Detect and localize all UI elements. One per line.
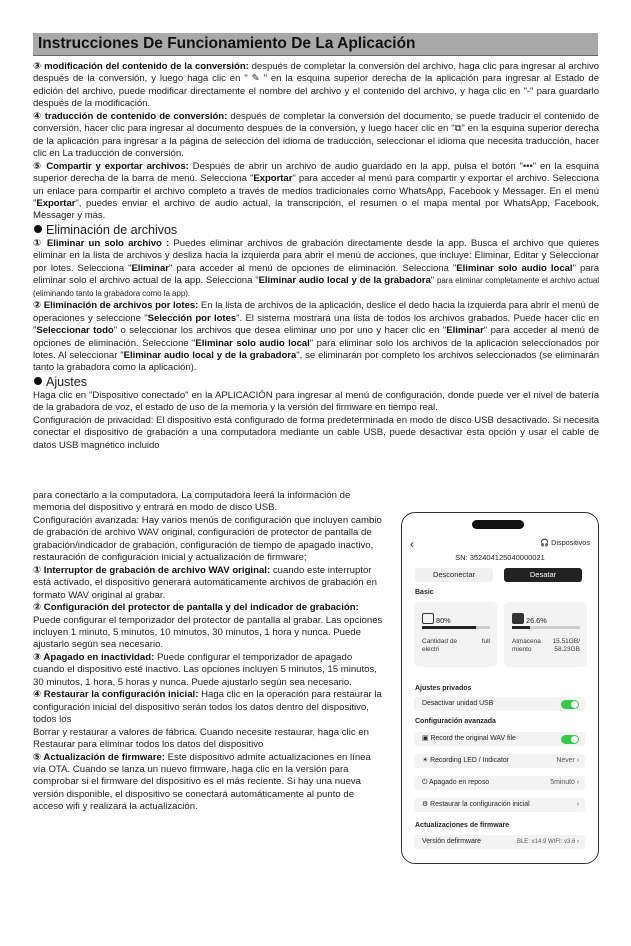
para-settings-2: Configuración de privacidad: El dispositivo está configurado de forma predeterminada en modo de disco USB desactivado. Si necesita conectar el dispositivo de grabación a una computadora mediante un cable USB, puede desactivar esta opción y usar el cable de datos USB magnético incluido: [33, 414, 599, 451]
section-settings: [33, 375, 599, 390]
del-single-b1: Eliminar: [131, 262, 169, 274]
item-screensaver: [33, 602, 385, 652]
section-settings-title: Ajustes: [46, 374, 87, 389]
unlink-button[interactable]: Desatar: [504, 568, 582, 582]
usb-disable-row[interactable]: [414, 697, 585, 711]
section-header: [33, 33, 598, 56]
del-single-t3: " para eliminar solo el archivo actual de la app. Selecciona ": [33, 262, 599, 287]
usb-disable-label: Desactivar unidad USB: [422, 700, 494, 707]
item-wav-lead: ① Interruptor de grabación de archivo WAV original:: [33, 564, 271, 576]
storage-value-text: 26.6%: [526, 616, 547, 625]
del-single-t2: " para acceder al menú de opciones de eliminación. Selecciona ": [168, 262, 457, 274]
battery-status: full: [481, 638, 490, 645]
phone-mockup: [401, 512, 599, 864]
del-batch-b1: Selección por lotes: [147, 312, 237, 324]
led-label-text: Recording LED / Indicator: [430, 757, 509, 764]
para-share-t3: ", puedes enviar el archivo de audio actual, la transcripción, el resumen o el mapa mental por WhatsApp, Facebook, Messager y más.: [33, 197, 599, 222]
item-wav-text: cuando este interruptor está activado, el dispositivo generará automáticamente archivos de grabación en formato WAV original al grabar.: [33, 564, 377, 601]
item-firmware-lead: ⑤ Actualización de firmware:: [33, 751, 165, 763]
wav-label: ▣ Record the original WAV file: [422, 735, 516, 742]
usb-disable-toggle[interactable]: [561, 700, 579, 709]
para-modify-lead: ③ modificación del contenido de la conversión:: [33, 61, 249, 72]
battery-value: [422, 613, 451, 625]
firmware-section-title: Actualizaciones de firmware: [415, 822, 510, 829]
del-batch-lead: ② Eliminación de archivos por lotes:: [33, 300, 199, 312]
serial-number: SN: 352404125040000021: [455, 553, 545, 562]
storage-label: Almacena miento: [512, 638, 541, 653]
item-firmware-text: Este dispositivo admite actualizaciones en línea vía OTA. Cuando se lanza un nuevo firmware, haga clic en la versión para comprobar si el firmware del dispositivo es el más reciente. Si hay una nueva versión disponible, el dispositivo se conectará automáticamente al punto de acceso wifi y realizará la actualización.: [33, 751, 371, 813]
storage-icon: [512, 613, 524, 624]
item-restore-text-2: Borrar y restaurar a valores de fábrica. Cuando necesite restaurar, haga clic en Restaurar para eliminar todos los datos del dispositivo: [33, 726, 369, 751]
section-delete-title: Eliminación de archivos: [46, 222, 178, 237]
del-batch-t1: En la lista de archivos de la aplicación, deslice el dedo hacia la izquierda para abrir el menú de operaciones y seleccione ": [33, 300, 599, 324]
storage-bar: [512, 626, 580, 629]
del-batch-b4: Eliminar solo audio local: [195, 337, 310, 349]
del-batch-b5: Eliminar audio local y de la grabadora: [123, 349, 297, 361]
battery-value-text: 80%: [436, 616, 451, 625]
item-idle-off-text: Puede configurar el temporizador de apagado cuando el dispositivo esté inactivo. Las opciones incluyen 5 minutos, 15 minutos, 30 minutos, 1 hora, 5 horas y nunca. Puede ajustarlo según sea necesario.: [33, 651, 377, 688]
chevron-right-icon: ›: [576, 801, 579, 808]
para-delete-batch: [33, 300, 599, 375]
led-value: Never ›: [556, 757, 579, 764]
idle-off-row[interactable]: [414, 776, 585, 790]
idle-off-value: 5minuto ›: [550, 779, 579, 786]
item-restore-text: Haga clic en la operación para restaurar la configuración inicial del dispositivo serán todos los datos dentro del dispositivo, todos los: [33, 689, 382, 726]
del-single-t1: Puedes eliminar archivos de grabación directamente desde la app. Busca el archivo que quieres eliminar en la lista de archivos y desliza hacia la izquierda para abrir el menú de acciones, que incluye: Eliminar, Editar y Seleccionar por lotes. Selecciona ": [33, 237, 599, 274]
toggle-knob: [571, 701, 578, 708]
para-modify-text: después de completar la conversión del archivo, haga clic para ingresar al archivo después de la conversión, y luego haga clic en " ✎ " en la esquina superior derecha de la aplicación para ingresar al Estado de edición del archivo, puede modificar directamente el nombre del archivo y el contenido del archivo, y haga clic en "-" para guardarlo después de la modificación.: [33, 61, 599, 110]
battery-bar-fill: [422, 626, 476, 629]
para-translate: [33, 111, 599, 161]
restore-row[interactable]: [414, 798, 585, 812]
del-batch-t4: " para acceder al menú de opciones de eliminación. Seleccione ": [33, 325, 599, 349]
wav-label-text: Record the original WAV file: [430, 735, 516, 742]
del-batch-t2: ". El sistema mostrará una lista de todos los archivos grabados. Puede hacer clic en ": [33, 312, 599, 337]
bullet-icon: [34, 377, 42, 385]
firmware-value: BLE: v14.9 WIFI: v3.6 ›: [516, 839, 579, 845]
restore-label-text: Restaurar la configuración inicial: [430, 801, 530, 808]
toggle-knob: [571, 736, 578, 743]
battery-card: [414, 602, 497, 667]
del-single-b3: Eliminar audio local y de la grabadora: [258, 275, 431, 287]
del-single-t4: ": [430, 275, 437, 287]
para-modify: [33, 61, 599, 111]
storage-card: [504, 602, 587, 667]
para-translate-lead: ④ traducción de contenido de conversión:: [33, 110, 228, 122]
led-row[interactable]: [414, 754, 585, 768]
item-restore-lead: ④ Restaurar la configuración inicial:: [33, 689, 199, 701]
wav-toggle[interactable]: [561, 735, 579, 744]
item-idle-off-lead: ③ Apagado en inactividad:: [33, 651, 155, 663]
phone-notch: [472, 520, 524, 529]
settings-detail-column: [33, 490, 385, 814]
idle-off-label: ⏻ Apagado en reposo: [422, 779, 490, 786]
del-batch-b3: Eliminar: [446, 325, 484, 337]
back-chevron-icon[interactable]: ‹: [410, 537, 414, 551]
para-delete-single: [33, 238, 599, 300]
advanced-section-title: Configuración avanzada: [415, 718, 496, 725]
firmware-value-text: BLE: v14.9 WIFI: v3.6: [516, 839, 576, 845]
para-advanced: Configuración avanzada: Hay varios menús de configuración que incluyen cambio de grabación de archivo WAV original, configuración de protector de pantalla de grabación/indicador de grabación, configuración de tiempo de apagado inactivo, restauración de configuración inicial y actualización de firmware;: [33, 514, 382, 564]
battery-icon: [422, 613, 434, 624]
led-label: ☀ Recording LED / Indicator: [422, 757, 509, 764]
item-idle-off: [33, 652, 385, 689]
header-title: Instrucciones De Funcionamiento De La Aplicación: [38, 35, 416, 52]
para-settings-1: Haga clic en "Dispositivo conectado" en la APLICACIÓN para ingresar al menú de configuración, donde puede ver el nivel de batería de la grabadora de voz, el estado de uso de la memoria y la versión del firmware en tiempo real.: [33, 389, 599, 414]
storage-usage: 15.51GB/ 58.23GB: [552, 638, 580, 653]
item-wav: [33, 565, 385, 602]
del-batch-t5: " para eliminar solo los archivos de la aplicación seleccionados por lotes. Al seleccionar ": [33, 337, 599, 361]
main-text: [33, 61, 599, 452]
storage-bar-fill: [512, 626, 530, 629]
para-share-lead: ⑤ Compartir y exportar archivos:: [33, 160, 189, 172]
item-screensaver-text: Puede configurar el temporizador del protector de pantalla al grabar. Las opciones incluyen 1 minuto, 5 minutos, 10 minutos, 30 minutos, 1 hora y nunca. Puede ajustarlo según sea necesario.: [33, 614, 383, 651]
para-share-t2: " para acceder al menú para compartir y exportar el archivo. Selecciona un enlace para compartir el archivo completo a través de medios tradicionales como WhatsApp, Facebook y Messager. En el menú ": [33, 173, 599, 209]
restore-label: ⚙ Restaurar la configuración inicial: [422, 801, 530, 808]
para-share-b2: Exportar: [36, 197, 76, 209]
bullet-icon: [34, 225, 42, 233]
del-batch-t6: ", se eliminarán por completo los archivos seleccionados (se eliminarán tanto la grabadora como la aplicación).: [33, 349, 599, 374]
para-translate-text: después de completar la conversión del documento, se puede traducir el contenido de conversión, hacer clic para ingresar al documento después de la conversión, y luego hacer clic en "⧉" en la esquina superior derecha de la aplicación para ingresar a la página de selección del idioma de traducción, seleccionar el idioma que necesita traducción, hacer clic en La traducción de conversión.: [33, 110, 599, 160]
del-single-b2: Eliminar solo audio local: [456, 262, 573, 274]
del-single-lead: ① Eliminar un solo archivo :: [33, 237, 170, 249]
del-single-small: para eliminar completamente el archivo actual (eliminando tanto la grabadora como la app).: [33, 276, 599, 298]
idle-off-label-text: Apagado en reposo: [428, 779, 490, 786]
basic-section-title: Basic: [415, 589, 434, 596]
wav-row[interactable]: [414, 732, 585, 746]
firmware-row[interactable]: [414, 835, 585, 849]
battery-label: Cantidad de electri: [422, 638, 458, 653]
idle-off-value-text: 5minuto: [550, 779, 575, 786]
del-batch-t3: " o seleccionar los archivos que desea eliminar uno por uno y hacer clic en ": [113, 325, 447, 337]
devices-link[interactable]: 🎧 Dispositivos: [539, 538, 590, 547]
disconnect-button[interactable]: Desconectar: [415, 568, 493, 582]
section-delete: [33, 223, 599, 238]
firmware-label: Versión defirmware: [422, 838, 481, 845]
para-connect: para conectarlo a la computadora. La computadora leerá la información de memoria del dispositivo y entrará en modo de disco USB.: [33, 490, 351, 514]
para-share-b1: Exportar: [253, 173, 293, 185]
storage-value: [512, 613, 547, 625]
item-firmware: [33, 752, 385, 814]
item-screensaver-lead: ② Configuración del protector de pantalla y del indicador de grabación:: [33, 602, 359, 614]
item-restore: [33, 689, 385, 726]
led-value-text: Never: [556, 757, 575, 764]
para-share: [33, 161, 599, 223]
privacy-section-title: Ajustes privados: [415, 685, 472, 692]
para-share-t1: Después de abrir un archivo de audio guardado en la app, pulsa el botón "•••" en la esquina superior derecha de la barra de menú. Selecciona ": [33, 160, 599, 185]
del-batch-b2: Seleccionar todo: [36, 325, 114, 337]
battery-bar: [422, 626, 490, 629]
